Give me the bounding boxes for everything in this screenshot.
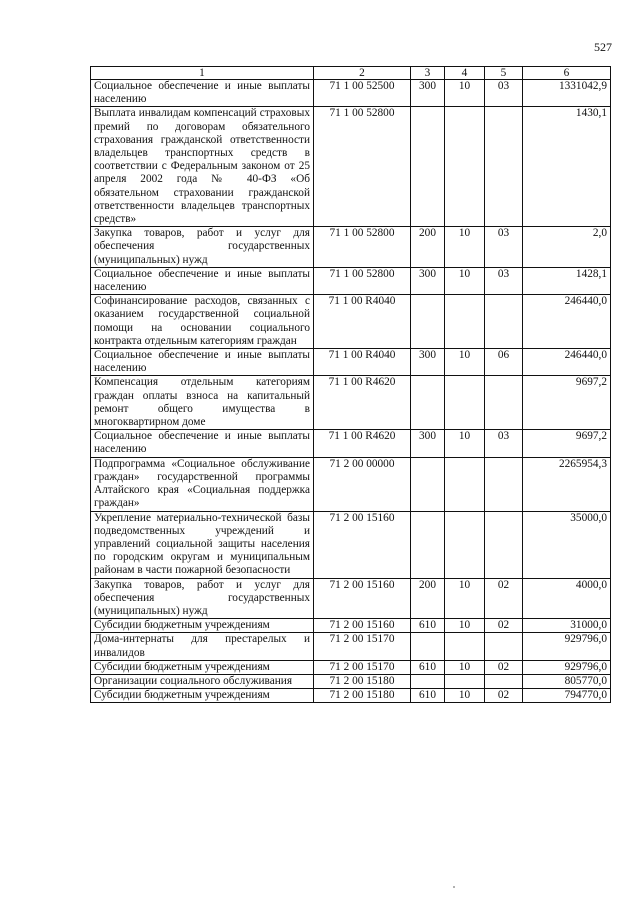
cell-amount: 1331042,9 — [523, 80, 611, 107]
cell-vr: 610 — [411, 689, 445, 703]
cell-name: Софинансирование расходов, связанных с оказанием государственной социальной помощи на основании социального контракта отдельным категориям граждан — [91, 295, 314, 349]
cell-name: Социальное обеспечение и иные выплаты населению — [91, 349, 314, 376]
cell-vr — [411, 376, 445, 430]
cell-csr: 71 2 00 15170 — [314, 660, 411, 674]
cell-pr — [485, 457, 523, 511]
cell-amount: 1430,1 — [523, 107, 611, 227]
cell-amount: 794770,0 — [523, 689, 611, 703]
cell-name: Субсидии бюджетным учреждениям — [91, 660, 314, 674]
column-header: 5 — [485, 67, 523, 80]
cell-vr: 610 — [411, 660, 445, 674]
table-row — [91, 660, 611, 674]
cell-name: Выплата инвалидам компенсаций страховых премий по договорам обязательного страхования гражданской ответственности владельцев транспортных средств в соответствии с Федеральным законом от 25 апреля 2002 года № 40-ФЗ «Об обязательном страховании гражданской ответственности владельцев транспортных средств» — [91, 107, 314, 227]
cell-amount: 9697,2 — [523, 376, 611, 430]
cell-rz: 10 — [445, 660, 485, 674]
cell-vr — [411, 107, 445, 227]
cell-amount: 929796,0 — [523, 633, 611, 660]
cell-name: Компенсация отдельным категориям граждан оплаты взноса на капитальный ремонт общего имущества в многоквартирном доме — [91, 376, 314, 430]
column-header: 1 — [91, 67, 314, 80]
cell-rz: 10 — [445, 227, 485, 268]
cell-pr — [485, 376, 523, 430]
page-number: 527 — [594, 40, 612, 54]
table-row — [91, 349, 611, 376]
cell-vr — [411, 457, 445, 511]
cell-csr: 71 1 00 52800 — [314, 267, 411, 294]
cell-rz — [445, 457, 485, 511]
cell-vr: 300 — [411, 430, 445, 457]
cell-vr: 300 — [411, 80, 445, 107]
cell-amount: 246440,0 — [523, 295, 611, 349]
cell-rz: 10 — [445, 430, 485, 457]
table-row — [91, 80, 611, 107]
cell-name: Социальное обеспечение и иные выплаты населению — [91, 80, 314, 107]
cell-name: Укрепление материально-технической базы подведомственных учреждений и управлений социальной защиты населения по городским округам и муниципальным районам в части пожарной безопасности — [91, 511, 314, 578]
cell-rz: 10 — [445, 80, 485, 107]
cell-csr: 71 2 00 15160 — [314, 511, 411, 578]
cell-vr: 610 — [411, 619, 445, 633]
cell-vr — [411, 295, 445, 349]
table-row — [91, 430, 611, 457]
cell-rz — [445, 376, 485, 430]
table-row — [91, 376, 611, 430]
cell-name: Социальное обеспечение и иные выплаты населению — [91, 267, 314, 294]
cell-rz — [445, 107, 485, 227]
header-row — [91, 67, 611, 80]
cell-csr: 71 2 00 15170 — [314, 633, 411, 660]
cell-vr: 200 — [411, 578, 445, 619]
cell-csr: 71 1 00 52500 — [314, 80, 411, 107]
cell-pr — [485, 674, 523, 688]
budget-table — [90, 66, 611, 703]
scan-speck — [453, 886, 455, 888]
column-header: 4 — [445, 67, 485, 80]
cell-vr: 300 — [411, 267, 445, 294]
cell-amount: 246440,0 — [523, 349, 611, 376]
cell-csr: 71 2 00 15180 — [314, 674, 411, 688]
cell-csr: 71 1 00 R4040 — [314, 349, 411, 376]
cell-amount: 9697,2 — [523, 430, 611, 457]
cell-pr: 02 — [485, 660, 523, 674]
cell-name: Закупка товаров, работ и услуг для обеспечения государственных (муниципальных) нужд — [91, 578, 314, 619]
cell-pr: 02 — [485, 619, 523, 633]
cell-name: Субсидии бюджетным учреждениям — [91, 689, 314, 703]
cell-pr: 03 — [485, 430, 523, 457]
table-row — [91, 267, 611, 294]
column-header: 3 — [411, 67, 445, 80]
cell-pr — [485, 107, 523, 227]
table-row — [91, 457, 611, 511]
cell-name: Организации социального обслуживания — [91, 674, 314, 688]
table-body — [91, 80, 611, 703]
cell-amount: 35000,0 — [523, 511, 611, 578]
cell-csr: 71 1 00 52800 — [314, 107, 411, 227]
cell-vr — [411, 511, 445, 578]
cell-csr: 71 1 00 R4620 — [314, 376, 411, 430]
cell-vr — [411, 633, 445, 660]
cell-vr: 300 — [411, 349, 445, 376]
cell-rz: 10 — [445, 267, 485, 294]
table-row — [91, 578, 611, 619]
column-header: 6 — [523, 67, 611, 80]
cell-pr: 03 — [485, 267, 523, 294]
table-row — [91, 227, 611, 268]
cell-pr — [485, 633, 523, 660]
cell-rz: 10 — [445, 619, 485, 633]
cell-rz — [445, 295, 485, 349]
cell-rz — [445, 511, 485, 578]
cell-pr: 03 — [485, 227, 523, 268]
cell-csr: 71 1 00 52800 — [314, 227, 411, 268]
cell-name: Дома-интернаты для престарелых и инвалидов — [91, 633, 314, 660]
cell-vr — [411, 674, 445, 688]
table-row — [91, 689, 611, 703]
cell-pr: 02 — [485, 578, 523, 619]
cell-amount: 31000,0 — [523, 619, 611, 633]
table-row — [91, 107, 611, 227]
cell-pr: 06 — [485, 349, 523, 376]
table-row — [91, 619, 611, 633]
cell-rz: 10 — [445, 689, 485, 703]
cell-amount: 805770,0 — [523, 674, 611, 688]
column-header: 2 — [314, 67, 411, 80]
table-row — [91, 511, 611, 578]
table-row — [91, 633, 611, 660]
cell-pr — [485, 511, 523, 578]
cell-amount: 2265954,3 — [523, 457, 611, 511]
cell-amount: 2,0 — [523, 227, 611, 268]
cell-vr: 200 — [411, 227, 445, 268]
cell-amount: 929796,0 — [523, 660, 611, 674]
cell-csr: 71 1 00 R4040 — [314, 295, 411, 349]
cell-amount: 4000,0 — [523, 578, 611, 619]
cell-pr: 02 — [485, 689, 523, 703]
cell-rz — [445, 674, 485, 688]
cell-csr: 71 1 00 R4620 — [314, 430, 411, 457]
cell-csr: 71 2 00 00000 — [314, 457, 411, 511]
cell-pr: 03 — [485, 80, 523, 107]
cell-rz: 10 — [445, 578, 485, 619]
cell-name: Субсидии бюджетным учреждениям — [91, 619, 314, 633]
cell-name: Подпрограмма «Социальное обслуживание граждан» государственной программы Алтайского края «Социальная поддержка граждан» — [91, 457, 314, 511]
cell-amount: 1428,1 — [523, 267, 611, 294]
cell-csr: 71 2 00 15180 — [314, 689, 411, 703]
cell-pr — [485, 295, 523, 349]
cell-rz — [445, 633, 485, 660]
cell-rz: 10 — [445, 349, 485, 376]
cell-name: Социальное обеспечение и иные выплаты населению — [91, 430, 314, 457]
table-row — [91, 674, 611, 688]
cell-csr: 71 2 00 15160 — [314, 578, 411, 619]
cell-csr: 71 2 00 15160 — [314, 619, 411, 633]
cell-name: Закупка товаров, работ и услуг для обеспечения государственных (муниципальных) нужд — [91, 227, 314, 268]
table-row — [91, 295, 611, 349]
